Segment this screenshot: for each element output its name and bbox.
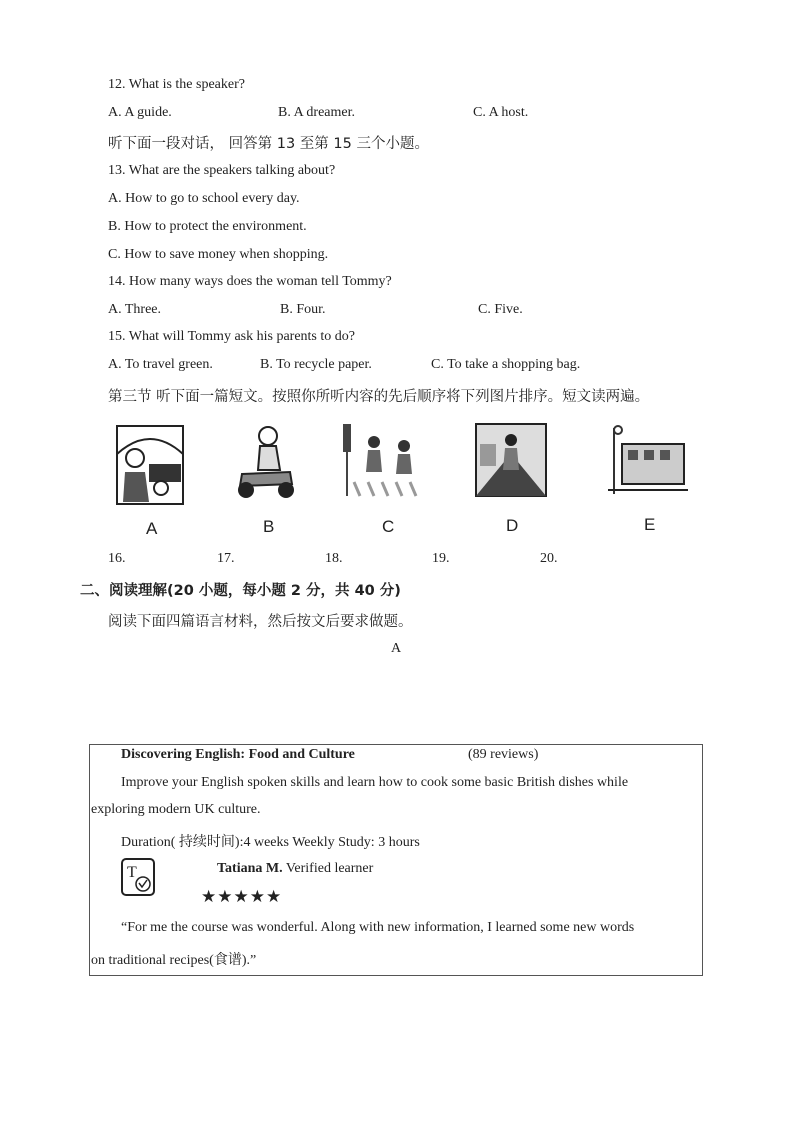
rating-stars: ★★★★★ [201,887,283,907]
picture-b-scooter-rider [232,424,298,500]
q15-option-c: C. To take a shopping bag. [431,357,581,372]
q12-option-c: C. A host. [473,105,529,120]
part2-heading: 二、阅读理解(20 小题，每小题 2 分，共 40 分) [80,583,401,599]
review-quote-line1: “For me the course was wonderful. Along with new information, I learned some new words [121,920,635,935]
course-description-line2: exploring modern UK culture. [91,802,261,817]
q15-stem: 15. What will Tommy ask his parents to do? [108,329,355,344]
q15-option-a: A. To travel green. [108,357,213,372]
q14-stem: 14. How many ways does the woman tell Tommy? [108,274,392,289]
picture-a-car-driver [115,424,185,506]
picture-label-d: D [506,516,519,535]
blank-20: 20. [540,551,558,566]
svg-text:T: T [127,864,137,881]
q15-option-b: B. To recycle paper. [260,357,372,372]
section3-instruction: 第三节 听下面一篇短文。按照你所听内容的先后顺序将下列图片排序。短文读两遍。 [108,389,650,405]
q14-option-b: B. Four. [280,302,326,317]
blank-16: 16. [108,551,126,566]
picture-label-e: E [644,515,656,534]
q14-option-a: A. Three. [108,302,161,317]
course-description-line1: Improve your English spoken skills and learn how to cook some basic British dishes while [121,775,629,790]
picture-e-train [604,424,688,496]
instruction-13-15: 听下面一段对话， 回答第 13 至第 15 三个小题。 [108,136,429,152]
picture-label-b: B [263,517,275,536]
part2-instruction: 阅读下面四篇语言材料，然后按文后要求做题。 [108,614,413,630]
reviewer-tag: Verified learner [285,861,374,876]
picture-label-a: A [146,519,158,538]
blank-19: 19. [432,551,450,566]
passage-label: A [391,641,402,656]
picture-c-crosswalk [340,422,422,498]
q12-stem: 12. What is the speaker? [108,77,245,92]
picture-d-bus-street [474,422,548,498]
q12-option-a: A. A guide. [108,105,172,120]
course-title: Discovering English: Food and Culture [121,747,355,762]
course-duration: Duration( 持续时间):4 weeks Weekly Study: 3 hours [121,835,420,850]
reviewer-avatar-icon [121,858,155,896]
q14-option-c: C. Five. [478,302,523,317]
q13-option-a: A. How to go to school every day. [108,191,300,206]
q13-stem: 13. What are the speakers talking about? [108,163,336,178]
picture-label-c: C [382,517,395,536]
q13-option-b: B. How to protect the environment. [108,219,307,234]
blank-17: 17. [217,551,235,566]
reviewer [217,861,373,877]
blank-18: 18. [325,551,343,566]
review-quote-line2: on traditional recipes(食谱).” [91,953,257,968]
q13-option-c: C. How to save money when shopping. [108,247,329,262]
course-reviews-count: (89 reviews) [468,747,539,762]
q12-option-b: B. A dreamer. [278,105,355,120]
reviewer-name: Tatiana M. [217,861,283,876]
